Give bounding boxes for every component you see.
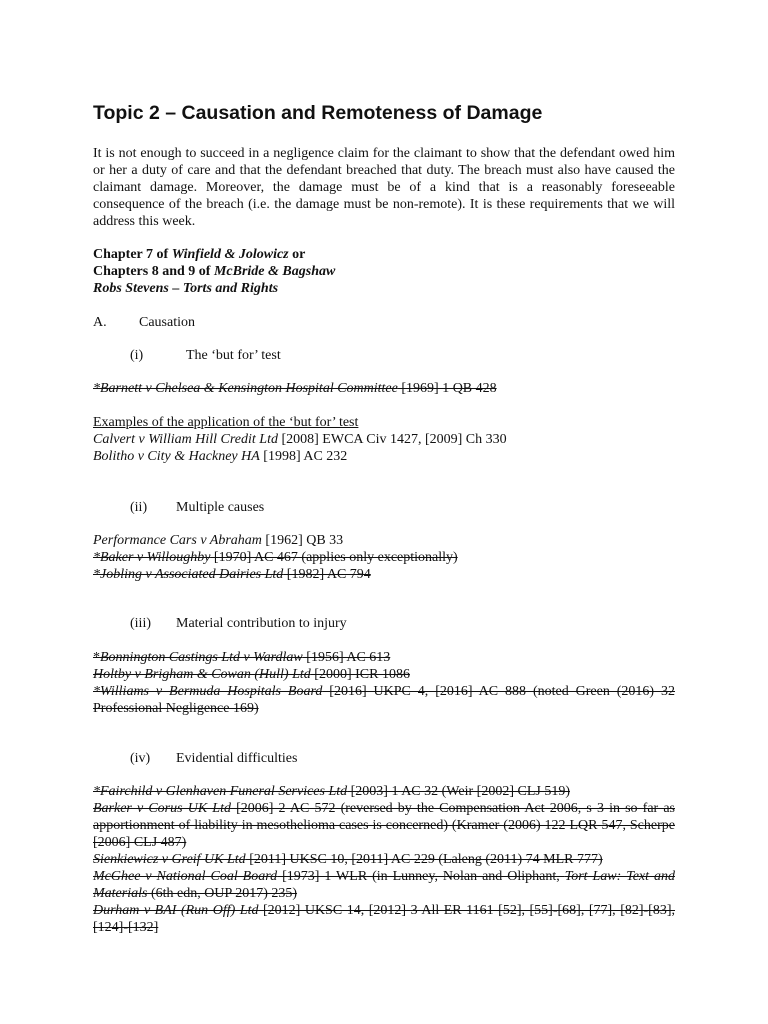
case-performance-cars: Performance Cars v Abraham [1962] QB 33 (93, 533, 344, 548)
case-holtby: Holtby v Brigham & Cowan (Hull) Ltd [2000] ICR 1086 (93, 667, 410, 682)
subheading-but-for: (i) The ‘but for’ test (130, 348, 281, 363)
case-sienkiewicz: Sienkiewicz v Greif UK Ltd [2011] UKSC 10, [2011] AC 229 (Laleng (2011) 74 MLR 777) (93, 852, 603, 867)
section-heading-causation: A. Causation (93, 315, 195, 330)
case-baker: *Baker v Willoughby [1970] AC 467 (applies only exceptionally) (93, 550, 458, 565)
reading-line-2: Chapters 8 and 9 of McBride & Bagshaw (93, 264, 336, 279)
case-mcghee: McGhee v National Coal Board [1973] 1 WLR (in Lunney, Nolan and Oliphant, Tort Law: Text and Materials (6th edn, OUP 2017) 235) (93, 869, 675, 901)
reading-line-3: Robs Stevens – Torts and Rights (93, 281, 279, 296)
case-barnett: *Barnett v Chelsea & Kensington Hospital Committee [1969] 1 QB 428 (93, 381, 497, 396)
material-contribution-cases (93, 649, 675, 717)
case-bolitho: Bolitho v City & Hackney HA [1998] AC 232 (93, 449, 348, 464)
subheading-multiple-causes: (ii) Multiple causes (130, 500, 265, 515)
subheading-material-contribution: (iii) Material contribution to injury (130, 616, 347, 631)
examples-heading: Examples of the application of the ‘but for’ test (93, 415, 359, 430)
case-williams: *Williams v Bermuda Hospitals Board [2016] UKPC 4, [2016] AC 888 (noted Green (2016) 32 Professional Negligence 169) (93, 684, 675, 716)
case-calvert: Calvert v William Hill Credit Ltd [2008] EWCA Civ 1427, [2009] Ch 330 (93, 432, 507, 447)
multiple-causes-cases (93, 532, 675, 583)
case-barker: Barker v Corus UK Ltd [2006] 2 AC 572 (reversed by the Compensation Act 2006, s 3 in so far as apportionment of liability in mesothelioma cases is concerned) (Kramer (2006) 122 LQR 547, Scherpe [2006] CLJ 487) (93, 801, 675, 850)
subheading-evidential-difficulties: (iv) Evidential difficulties (130, 751, 298, 766)
case-bonnington: *Bonnington Castings Ltd v Wardlaw [1956] AC 613 (93, 650, 391, 665)
case-durham: Durham v BAI (Run Off) Ltd [2012] UKSC 14, [2012] 3 All ER 1161 [52], [55]-[68], [77], [82]-[83], [124]-[132] (93, 903, 676, 935)
case-jobling: *Jobling v Associated Dairies Ltd [1982] AC 794 (93, 567, 371, 582)
page-title: Topic 2 – Causation and Remoteness of Damage (93, 102, 543, 124)
evidential-difficulties-cases (93, 783, 675, 936)
intro-paragraph: It is not enough to succeed in a negligence claim for the claimant to show that the defendant owed him or her a duty of care and that the defendant breached that duty. The breach must also have caused the claimant damage. Moreover, the damage must be of a kind that is a reasonably foreseeable consequence of the breach (i.e. the damage must be non-remote). It is these requirements that we will address this week. (93, 146, 675, 229)
case-fairchild: *Fairchild v Glenhaven Funeral Services Ltd [2003] 1 AC 32 (Weir [2002] CLJ 519) (93, 784, 570, 799)
examples-block (93, 414, 675, 465)
reading-list (93, 246, 335, 297)
reading-line-1: Chapter 7 of Winfield & Jolowicz or (93, 247, 306, 262)
